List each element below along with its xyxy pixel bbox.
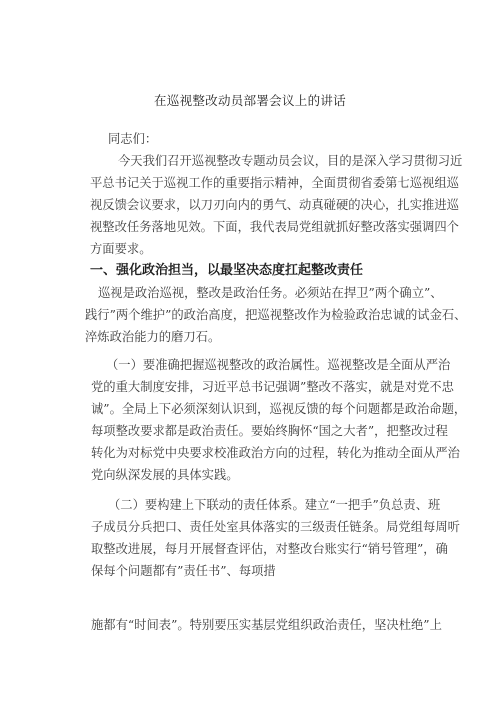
salutation: 同志们： [108,132,158,146]
page-title: 在巡视整改动员部署会议上的讲话 [153,93,346,108]
paragraph-line: 子成员分兵把口、责任处室具体落实的三级责任链条。局党组每周听 [91,520,460,534]
paragraph-line: 践行”两个维护”的政治高度，把巡视整改作为检验政治忠诚的试金石、 [85,308,467,322]
paragraph-line: 党向纵深发展的具体实践。 [91,468,239,482]
paragraph-line: 巡视是政治巡视，整改是政治任务。必须站在捍卫”两个确立”、 [98,286,443,300]
paragraph-line: 诚”。全局上下必须深刻认识到，巡视反馈的每个问题都是政治命题， [91,402,467,416]
paragraph-line: 党的重大制度安排，习近平总书记强调”整改不落实，就是对党不忠 [91,380,454,394]
paragraph-line: 每项整改要求都是政治责任。要始终胸怀“国之大者”，把整改过程 [91,424,448,438]
paragraph-line: （一）要准确把握巡视整改的政治属性。巡视整改是全面从严治 [106,358,451,372]
paragraph-line: 转化为对标党中央要求校准政治方向的过程，转化为推动全面从严治 [91,446,460,460]
paragraph-line: 平总书记关于巡视工作的重要指示精神，全面贯彻省委第七巡视组巡 [90,176,459,190]
paragraph-line: 取整改进展，每月开展督查评估，对整改台账实行“销号管理”，确 [91,542,448,556]
paragraph-line: 今天我们召开巡视整改专题动员会议，目的是深入学习贯彻习近 [118,154,463,168]
paragraph-line: 视反馈会议要求，以刀刃向内的勇气、动真碰硬的决心，扎实推进巡 [90,198,459,212]
paragraph-line: 淬炼政治能力的磨刀石。 [85,330,221,344]
section-heading: 一、强化政治担当，以最坚决态度扛起整改责任 [90,263,364,278]
paragraph-line: 施都有“时间表”。特别要压实基层党组织政治责任，坚决杜绝”上 [91,618,442,632]
paragraph-line: （二）要构建上下联动的责任体系。建立“一把手”负总责、班 [108,498,441,512]
paragraph-line: 保每个问题都有”责任书”、每项措 [91,564,276,578]
paragraph-line: 方面要求。 [90,242,152,256]
paragraph-line: 视整改任务落地见效。下面，我代表局党组就抓好整改落实强调四个 [90,220,459,234]
